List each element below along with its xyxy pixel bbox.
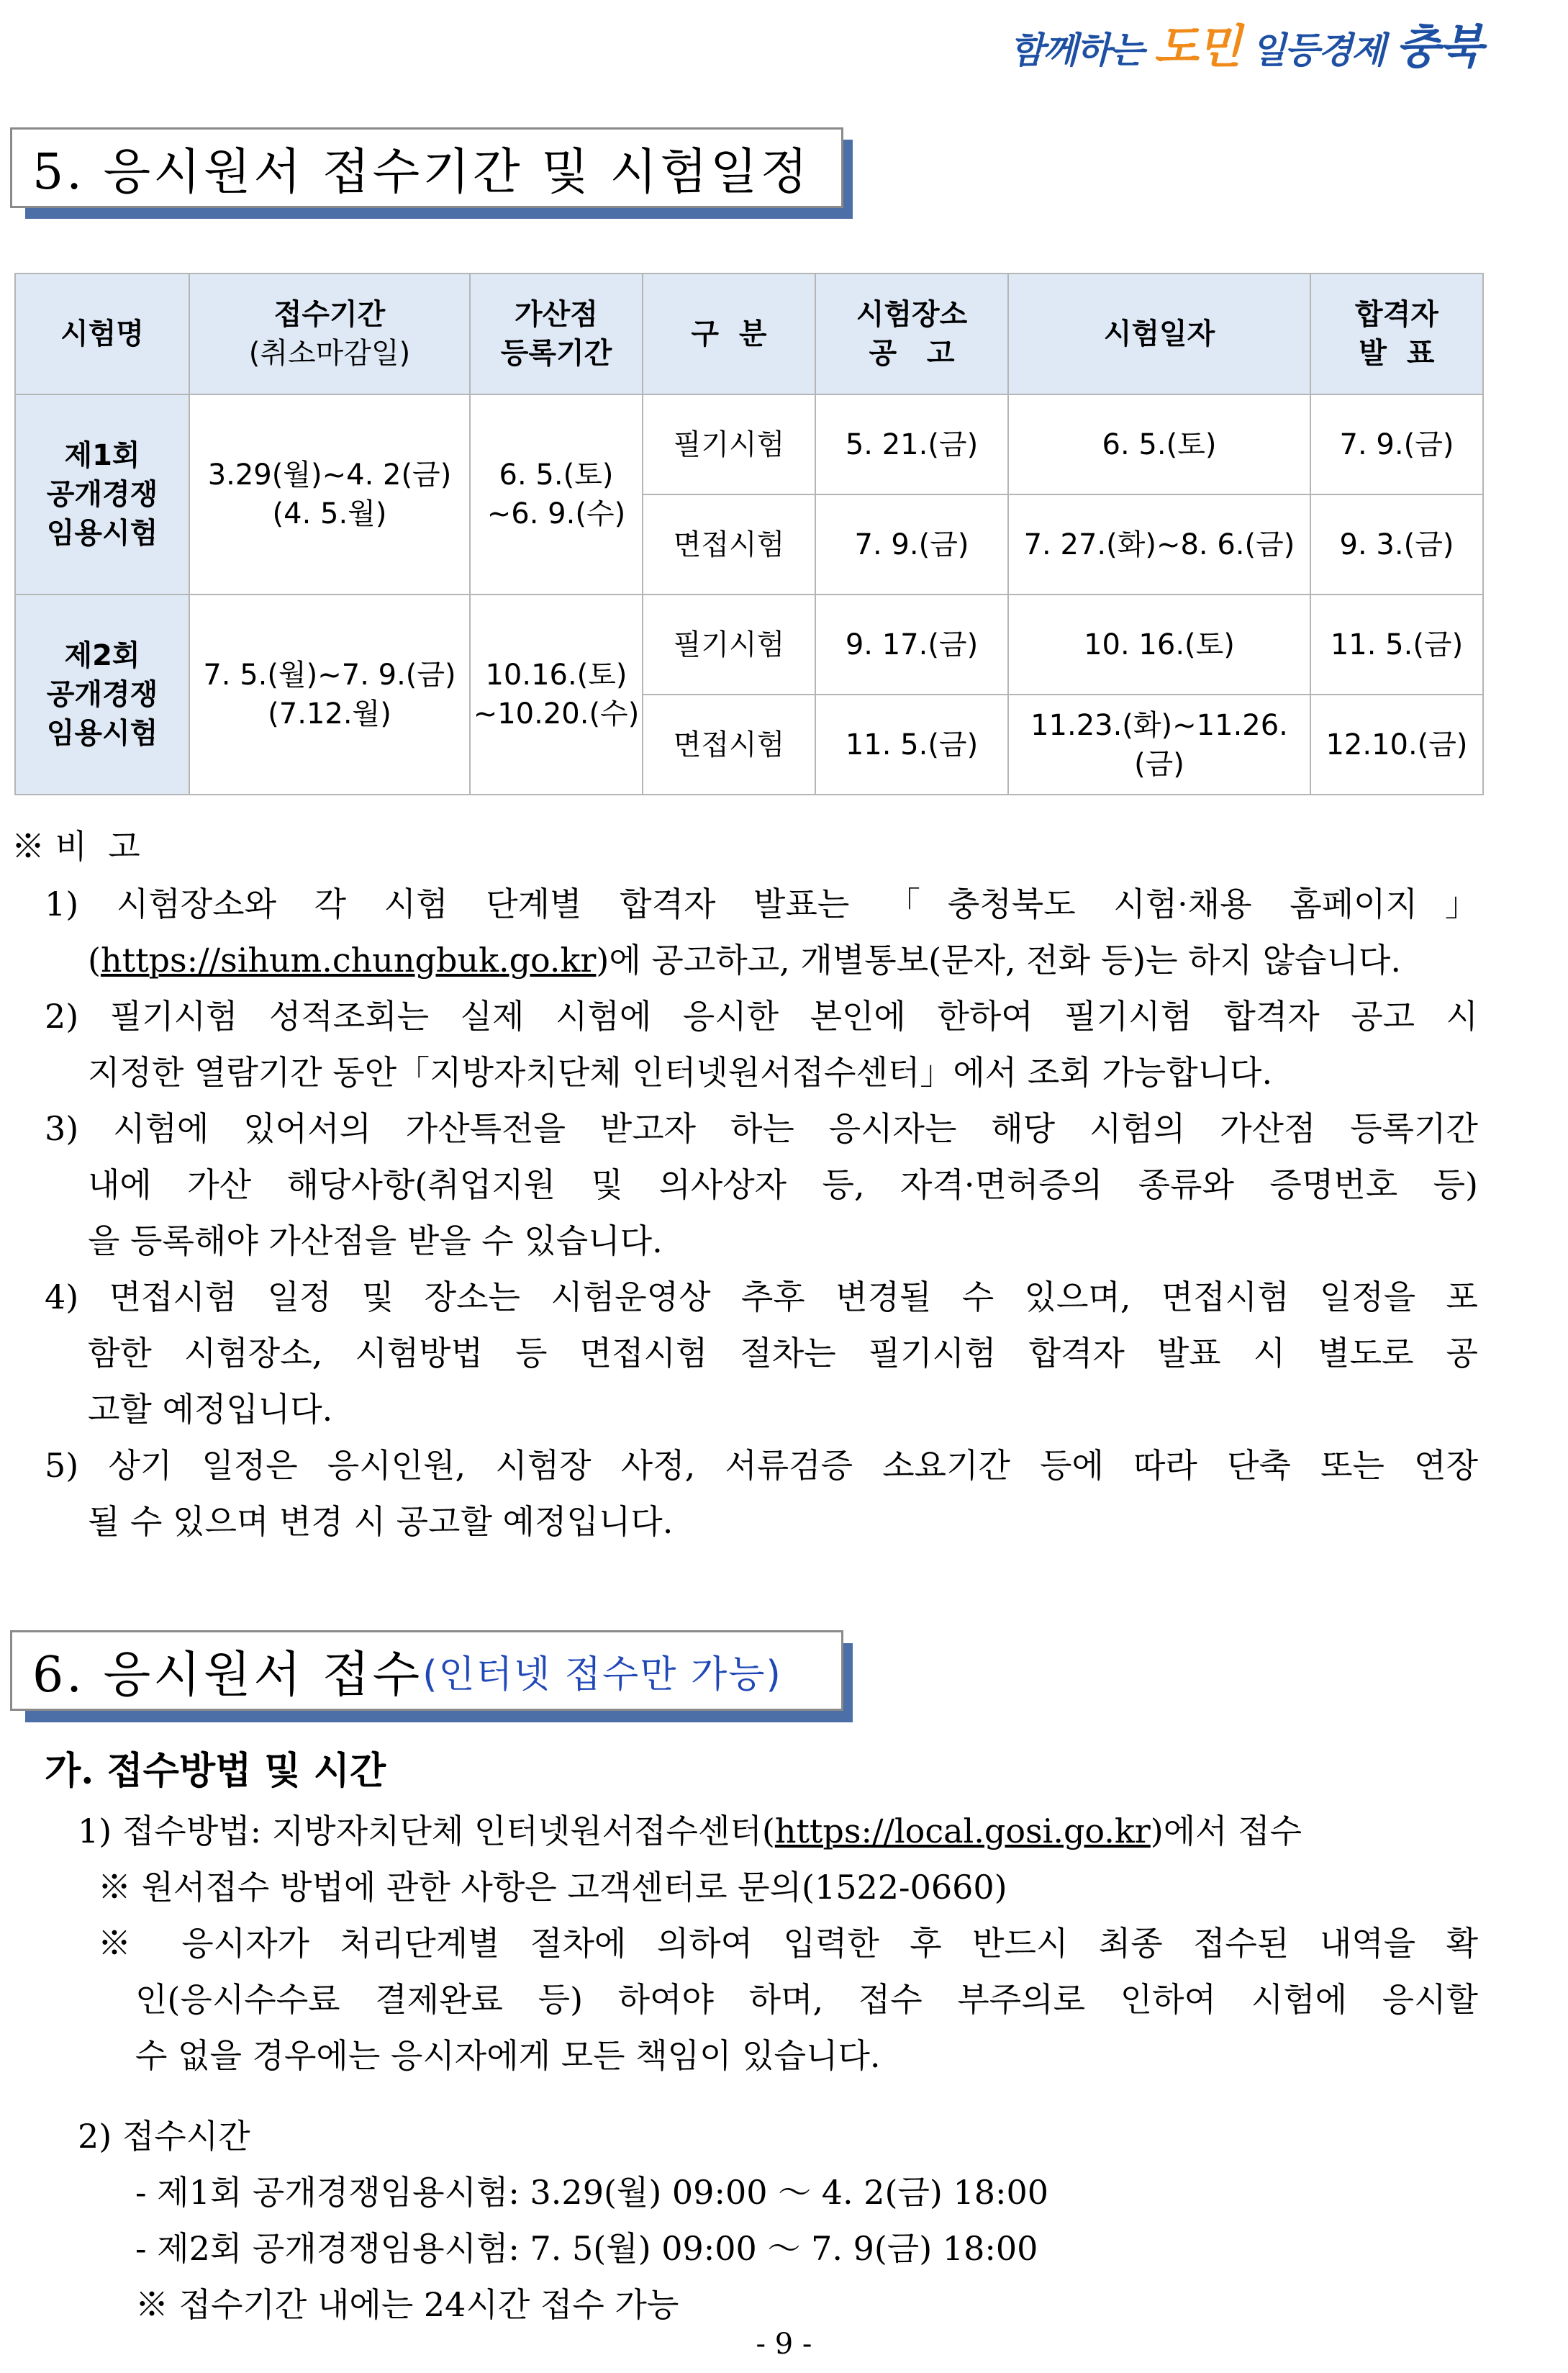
group2-row1-date: 10. 16.(토) <box>1008 595 1310 695</box>
section6-title-note: (인터넷 접수만 가능) <box>422 1653 782 1696</box>
group1-row2-type: 면접시험 <box>643 494 815 595</box>
note1-line2: (https://sihum.chungbuk.go.kr)에 공고하고, 개별통보(문자, 전화 등)는 하지 않습니다. <box>88 941 1401 980</box>
logo-text-2: 도민 <box>1154 21 1241 74</box>
group2-row2-date: 11.23.(화)~11.26.(금) <box>1008 695 1310 795</box>
group1-row1-result: 7. 9.(금) <box>1310 394 1483 494</box>
subsection-heading: 가. 접수방법 및 시간 <box>45 1749 386 1793</box>
table-row <box>15 394 1483 494</box>
note2-line2: 지정한 열람기간 동안「지방자치단체 인터넷원서접수센터」에서 조회 가능합니다. <box>88 1053 1273 1092</box>
note1-line1: 1) 시험장소와 각 시험 단계별 합격자 발표는 「충청북도 시험·채용 홈페이지」 <box>45 885 1478 923</box>
group1-row1-type: 필기시험 <box>643 394 815 494</box>
method-note1: ※ 원서접수 방법에 관한 사항은 고객센터로 문의(1522-0660) <box>98 1868 1007 1907</box>
group2-row2-result: 12.10.(금) <box>1310 695 1483 795</box>
header-type: 구 분 <box>643 274 815 394</box>
group2-row1-venue: 9. 17.(금) <box>815 595 1008 695</box>
note3-line2: 내에 가산 해당사항(취업지원 및 의사상자 등, 자격·면허증의 종류와 증명번호 등) <box>88 1165 1478 1204</box>
method-note2-line3: 수 없을 경우에는 응시자에게 모든 책임이 있습니다. <box>135 2036 881 2075</box>
method-note2-line1: ※ 응시자가 처리단계별 절차에 의하여 입력한 후 반드시 최종 접수된 내역을 확 <box>98 1924 1478 1963</box>
time-item-2: - 제2회 공개경쟁임용시험: 7. 5(월) 09:00 ～ 7. 9(금) 18:00 <box>135 2229 1038 2268</box>
logo <box>1010 10 1482 76</box>
note5-line2: 될 수 있으며 변경 시 공고할 예정입니다. <box>88 1502 674 1541</box>
note4-line2: 함한 시험장소, 시험방법 등 면접시험 절차는 필기시험 합격자 발표 시 별도로 공 <box>88 1334 1478 1373</box>
group2-period: 7. 5.(월)~7. 9.(금) (7.12.월) <box>189 595 470 795</box>
note3-line3: 을 등록해야 가산점을 받을 수 있습니다. <box>88 1221 663 1260</box>
group1-bonus: 6. 5.(토) ~6. 9.(수) <box>470 394 643 595</box>
sihum-link[interactable]: https://sihum.chungbuk.go.kr <box>100 941 597 980</box>
header-venue: 시험장소 공 고 <box>815 274 1008 394</box>
group2-row1-result: 11. 5.(금) <box>1310 595 1483 695</box>
group2-row2-venue: 11. 5.(금) <box>815 695 1008 795</box>
header-bonus: 가산점 등록기간 <box>470 274 643 394</box>
group1-period: 3.29(월)~4. 2(금) (4. 5.월) <box>189 394 470 595</box>
group2-bonus: 10.16.(토) ~10.20.(수) <box>470 595 643 795</box>
note5-line1: 5) 상기 일정은 응시인원, 시험장 사정, 서류검증 소요기간 등에 따라 단축 또는 연장 <box>45 1446 1478 1485</box>
schedule-table <box>14 273 1484 795</box>
table-header-row <box>15 274 1483 394</box>
note4-line1: 4) 면접시험 일정 및 장소는 시험운영상 추후 변경될 수 있으며, 면접시험 일정을 포 <box>45 1278 1478 1316</box>
group1-row2-result: 9. 3.(금) <box>1310 494 1483 595</box>
group1-row1-date: 6. 5.(토) <box>1008 394 1310 494</box>
header-period: 접수기간 (취소마감일) <box>189 274 470 394</box>
section6-title: 6. 응시원서 접수 <box>32 1646 423 1704</box>
table-row <box>15 595 1483 695</box>
note2-line1: 2) 필기시험 성적조회는 실제 시험에 응시한 본인에 한하여 필기시험 합격자 공고 시 <box>45 997 1478 1036</box>
group1-row2-venue: 7. 9.(금) <box>815 494 1008 595</box>
method-note2-line2: 인(응시수수료 결제완료 등) 하여야 하며, 접수 부주의로 인하여 시험에 응시할 <box>135 1980 1478 2019</box>
group2-name: 제2회 공개경쟁 임용시험 <box>15 595 189 795</box>
note3-line1: 3) 시험에 있어서의 가산특전을 받고자 하는 응시자는 해당 시험의 가산점 등록기간 <box>45 1109 1478 1148</box>
page-number: - 9 - <box>756 2328 812 2361</box>
time-title: 2) 접수시간 <box>78 2117 250 2156</box>
note4-line3: 고할 예정입니다. <box>88 1390 333 1429</box>
section6-title-box <box>10 1630 843 1711</box>
group1-row1-venue: 5. 21.(금) <box>815 394 1008 494</box>
header-exam-name: 시험명 <box>15 274 189 394</box>
local-gosi-link[interactable]: https://local.gosi.go.kr <box>774 1812 1151 1850</box>
logo-text-4: 충북 <box>1395 21 1482 74</box>
time-item-1: - 제1회 공개경쟁임용시험: 3.29(월) 09:00 ～ 4. 2(금) 18:00 <box>135 2173 1049 2212</box>
group2-row1-type: 필기시험 <box>643 595 815 695</box>
section5-title-box <box>10 127 843 208</box>
group2-row2-type: 면접시험 <box>643 695 815 795</box>
notes-title: ※ 비 고 <box>12 827 140 866</box>
logo-text-3: 일등경제 <box>1240 30 1396 71</box>
header-result: 합격자 발 표 <box>1310 274 1483 394</box>
group1-name: 제1회 공개경쟁 임용시험 <box>15 394 189 595</box>
section5-title: 5. 응시원서 접수기간 및 시험일정 <box>32 143 811 201</box>
time-note: ※ 접수기간 내에는 24시간 접수 가능 <box>135 2285 679 2324</box>
method-line: 1) 접수방법: 지방자치단체 인터넷원서접수센터(https://local.gosi.go.kr)에서 접수 <box>78 1812 1302 1850</box>
logo-text-1: 함께하는 <box>1010 30 1154 71</box>
group1-row2-date: 7. 27.(화)~8. 6.(금) <box>1008 494 1310 595</box>
header-date: 시험일자 <box>1008 274 1310 394</box>
